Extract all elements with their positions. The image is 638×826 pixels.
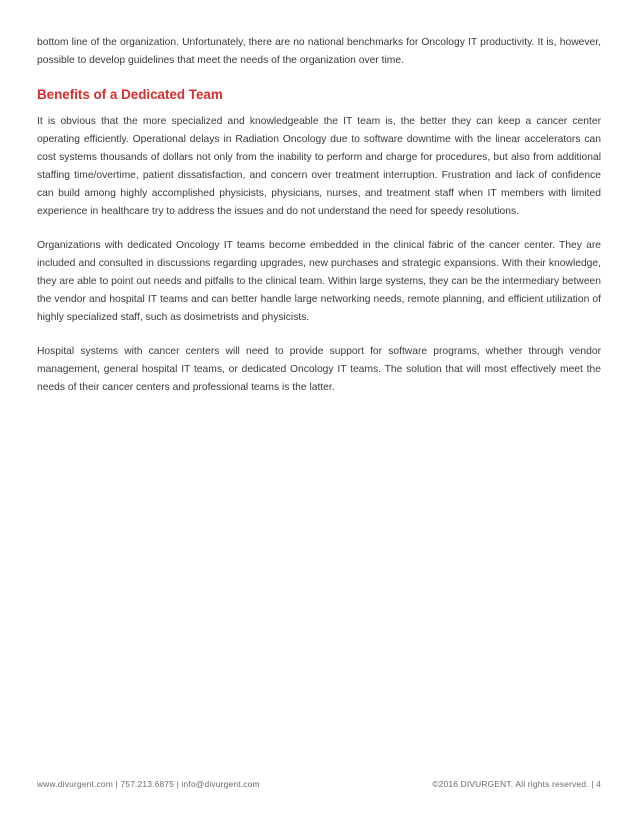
body-paragraph-2: Organizations with dedicated Oncology IT teams become embedded in the clinical fabric of the cancer center. They are included and consulted in discussions regarding upgrades, new purchases and strategic expansions. With their knowledge, they are able to point out needs and pitfalls to the clinical team. Within large systems, they can be the intermediary between the vendor and hospital IT teams and can better handle large networking needs, remote planning, and efficient utilization of highly specialized staff, such as dosimetrists and physicists. — [37, 240, 601, 323]
section-heading: Benefits of a Dedicated Team — [37, 87, 223, 102]
footer-contact: www.divurgent.com | 757.213.6875 | info@divurgent.com — [37, 779, 260, 789]
footer-copyright: ©2016 DIVURGENT. All rights reserved. | 4 — [432, 779, 601, 789]
document-body — [37, 34, 601, 413]
body-paragraph-1: It is obvious that the more specialized and knowledgeable the IT team is, the better they can keep a cancer center operating efficiently. Operational delays in Radiation Oncology due to software downtime with the linear accelerators can cost systems thousands of dollars not only from the inability to perform and charge for procedures, but also from additional staffing time/overtime, patient dissatisfaction, and concern over treatment interruption. Frustration and lack of confidence can build among highly accomplished physicists, physicians, nurses, and treatment staff when IT members with limited experience in healthcare try to address the issues and do not understand the need for speedy resolutions. — [37, 116, 601, 217]
intro-paragraph: bottom line of the organization. Unfortunately, there are no national benchmarks for Oncology IT productivity. It is, however, possible to develop guidelines that meet the needs of the organization over time. — [37, 37, 601, 66]
body-paragraph-3: Hospital systems with cancer centers will need to provide support for software programs, whether through vendor management, general hospital IT teams, or dedicated Oncology IT teams. The solution that will most effectively meet the needs of their cancer centers and professional teams is the latter. — [37, 346, 601, 393]
page-footer — [37, 779, 601, 789]
